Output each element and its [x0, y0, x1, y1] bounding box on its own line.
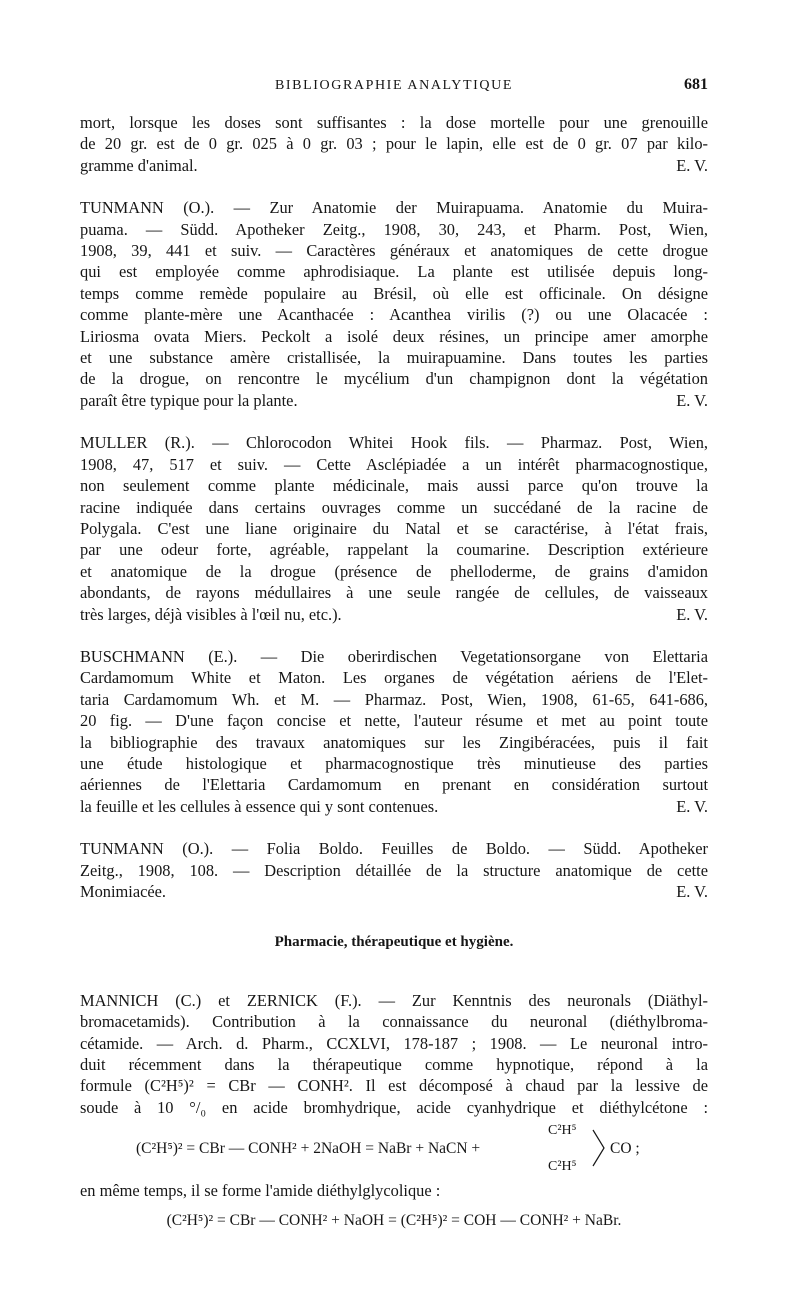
- text-line: [80, 881, 708, 902]
- text-line: duit récemment dans la thérapeutique comme hypnotique, répond à la: [80, 1055, 708, 1075]
- entry-signature: E. V.: [676, 882, 708, 901]
- entry-signature: E. V.: [676, 604, 708, 624]
- text-line: une étude histologique et pharmacognostique très minutieuse des parties: [80, 753, 708, 773]
- section-heading: Pharmacie, thérapeutique et hygiène.: [274, 934, 514, 951]
- text-line: aériennes de l'Elettaria Cardamomum en prenant en considération surtout: [80, 775, 708, 795]
- text-line: puama. — Südd. Apotheker Zeitg., 1908, 30, 243, et Pharm. Post, Wien,: [80, 219, 708, 239]
- text-line: Zeitg., 1908, 108. — Description détaillée de la structure anatomique de cette: [80, 860, 708, 880]
- page-body: [80, 112, 708, 1231]
- formula-top-group: C²H⁵: [548, 1123, 577, 1139]
- text-line: soude à 10 °/₀ en acide bromhydrique, acide cyanhydrique et diéthylcétone :: [80, 1097, 708, 1117]
- text-line: [80, 390, 708, 411]
- text-line: par une odeur forte, agréable, rappelant la coumarine. Description extérieure: [80, 540, 708, 560]
- text-line: temps comme remède populaire au Brésil, où elle est officinale. On désigne: [80, 283, 708, 303]
- text-line: qui est employée comme aphrodisiaque. La plante est utilisée depuis long-: [80, 262, 708, 282]
- text-line: 1908, 39, 441 et suiv. — Caractères généraux et anatomiques de cette drogue: [80, 241, 708, 261]
- text-line: Liriosma ovata Miers. Peckolt a isolé deux résines, un principe amer amorphe: [80, 326, 708, 346]
- text-line-content: très larges, déjà visibles à l'œil nu, etc.).: [80, 604, 342, 624]
- entry-intro: [80, 112, 708, 176]
- text-line: 1908, 47, 517 et suiv. — Cette Asclépiadée a un intérêt pharmacognostique,: [80, 454, 708, 474]
- text-line: la bibliographie des travaux anatomiques sur les Zingibéracées, puis il fait: [80, 732, 708, 752]
- text-line: cétamide. — Arch. d. Pharm., CCXLVI, 178-187 ; 1908. — Le neuronal intro-: [80, 1033, 708, 1053]
- text-line: mort, lorsque les doses sont suffisantes : la dose mortelle pour une grenouille: [80, 113, 708, 132]
- text-line: [80, 796, 708, 817]
- page-header: [80, 76, 708, 98]
- formula-glycolic-amide: (C²H⁵)² = CBr — CONH² + NaOH = (C²H⁵)² = COH — CONH² + NaBr.: [166, 1211, 622, 1229]
- entry-signature: E. V.: [676, 390, 708, 410]
- formula-right: CO ;: [610, 1140, 640, 1158]
- entry-buschmann-elettaria: [80, 646, 708, 817]
- text-line: non seulement comme plante médicinale, mais aussi parce qu'on trouve la: [80, 476, 708, 496]
- text-line: taria Cardamomum Wh. et M. — Pharmaz. Post, Wien, 1908, 61-65, 641-686,: [80, 689, 708, 709]
- text-line: en même temps, il se forme l'amide diéthylglycolique :: [80, 1181, 441, 1201]
- text-line: 20 fig. — D'une façon concise et nette, l'auteur résume et met au point toute: [80, 711, 708, 731]
- text-line: formule (C²H⁵)² = CBr — CONH². Il est décomposé à chaud par la lessive de: [80, 1076, 708, 1096]
- page-number: 681: [684, 76, 708, 93]
- formula-left: (C²H⁵)² = CBr — CONH² + 2NaOH = NaBr + NaCN +: [136, 1140, 481, 1158]
- text-line: TUNMANN (O.). — Folia Boldo. Feuilles de Boldo. — Südd. Apotheker: [80, 839, 708, 859]
- text-line: [80, 155, 708, 176]
- formula-diethylketone: [80, 1118, 708, 1180]
- text-line-content: paraît être typique pour la plante.: [80, 390, 298, 410]
- spacer: [80, 817, 708, 838]
- entry-tunmann-boldo: [80, 838, 708, 902]
- text-line: MANNICH (C.) et ZERNICK (F.). — Zur Kenntnis des neuronals (Diäthyl-: [80, 990, 708, 1010]
- entry-mannich-continued: [80, 1180, 708, 1201]
- spacer: [80, 411, 708, 432]
- text-line: Polygala. C'est une liane originaire du Natal et se caractérise, à l'état frais,: [80, 518, 708, 538]
- spacer: [80, 625, 708, 646]
- running-title: BIBLIOGRAPHIE ANALYTIQUE: [274, 78, 514, 93]
- text-line: abondants, de rayons médullaires à une seule rangée de cellules, de vaisseaux: [80, 583, 708, 603]
- text-line: et une substance amère cristallisée, la muirapuamine. Dans toutes les parties: [80, 348, 708, 368]
- text-line: de la drogue, on rencontre le mycélium d'un champignon dont la végétation: [80, 369, 708, 389]
- spacer: [80, 176, 708, 197]
- text-line-content: gramme d'animal.: [80, 155, 198, 175]
- formula-bracket: [592, 1128, 606, 1168]
- text-line: Cardamomum White et Maton. Les organes de végétation aériens de l'Elet-: [80, 668, 708, 688]
- text-line-content: la feuille et les cellules à essence qui y sont contenues.: [80, 796, 439, 816]
- text-line: de 20 gr. est de 0 gr. 025 à 0 gr. 03 ; pour le lapin, elle est de 0 gr. 07 par kilo-: [80, 134, 708, 154]
- text-line: [80, 604, 708, 625]
- entry-signature: E. V.: [676, 155, 708, 175]
- text-line: TUNMANN (O.). — Zur Anatomie der Muirapuama. Anatomie du Muira-: [80, 198, 708, 218]
- text-line: racine indiquée dans certains ouvrages comme un succédané de la racine de: [80, 497, 708, 517]
- text-line: MULLER (R.). — Chlorocodon Whitei Hook fils. — Pharmaz. Post, Wien,: [80, 433, 708, 453]
- entry-tunmann-muirapuama: [80, 197, 708, 411]
- text-line: bromacetamids). Contribution à la connaissance du neuronal (diéthylbroma-: [80, 1012, 708, 1032]
- entry-muller-chlorocodon: [80, 432, 708, 625]
- text-line: et anatomique de la drogue (présence de phelloderme, de grains d'amidon: [80, 561, 708, 581]
- entry-mannich-zernick: [80, 990, 708, 1118]
- text-line-content: Monimiacée.: [80, 882, 167, 901]
- formula-bottom-group: C²H⁵: [548, 1159, 577, 1175]
- entry-signature: E. V.: [676, 796, 708, 816]
- text-line: comme plante-mère une Acanthacée : Acanthea virilis (?) ou une Olacacée :: [80, 305, 708, 325]
- text-line: BUSCHMANN (E.). — Die oberirdischen Vegetationsorgane von Elettaria: [80, 646, 708, 666]
